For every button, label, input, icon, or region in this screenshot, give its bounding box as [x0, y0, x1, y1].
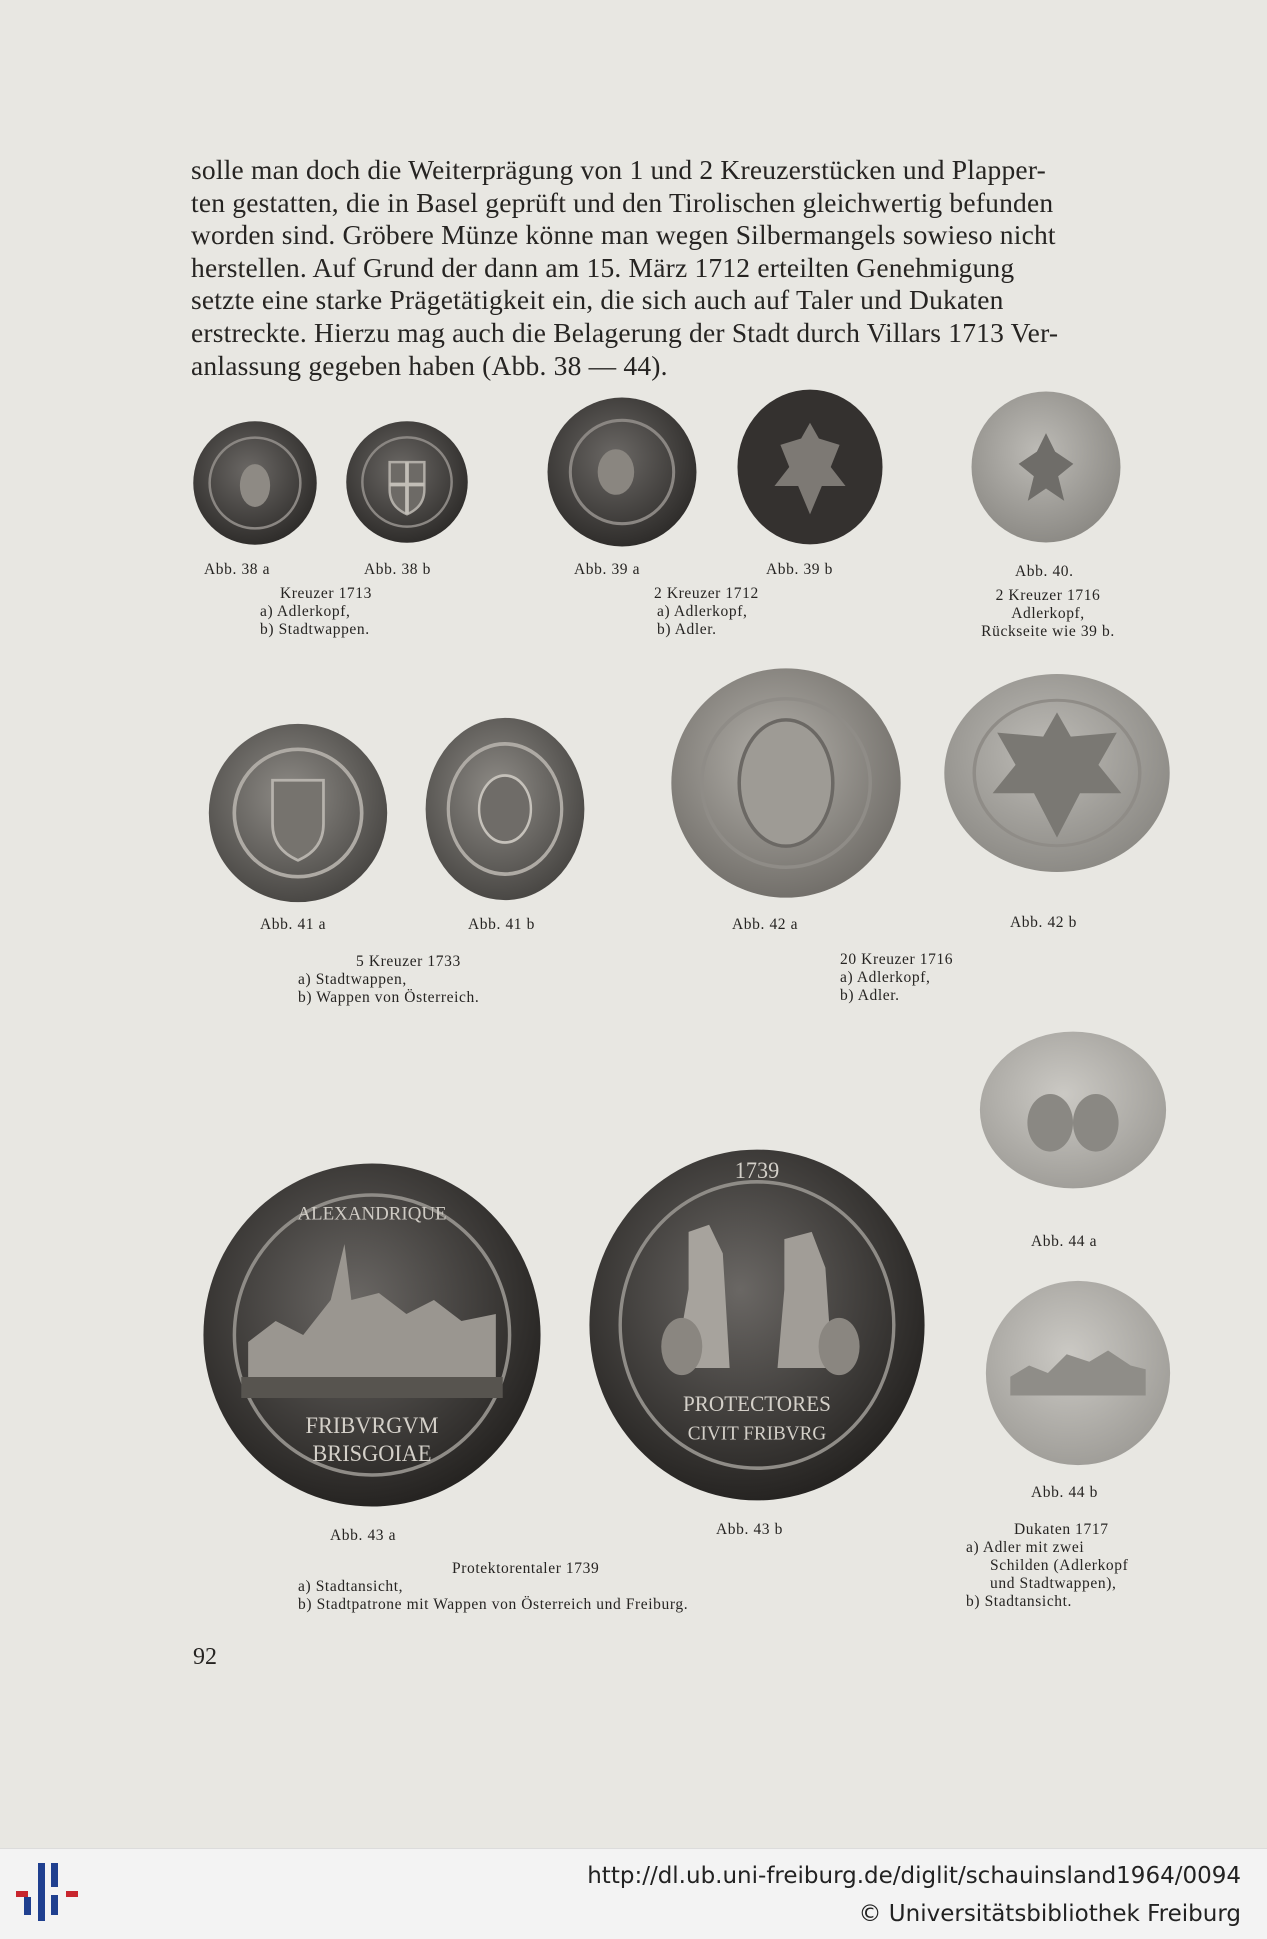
figure-label: Abb. 42 b [1010, 914, 1077, 931]
text-line: solle man doch die Weiterprägung von 1 und 2 Kreuzerstücken und Plapper- [191, 154, 1046, 185]
coin-image-41b [424, 716, 586, 902]
footer-bar [0, 1848, 1267, 1939]
figure-label: Abb. 39 a [574, 561, 641, 578]
text-line: erstreckte. Hierzu mag auch die Belagerung der Stadt durch Villars 1713 Ver- [191, 316, 1059, 348]
coin-legend: FRIBVRGVM [305, 1412, 439, 1439]
coin-image-43a [200, 1160, 544, 1510]
figure-label: Abb. 43 b [716, 1521, 783, 1538]
coin-image-44b [984, 1278, 1172, 1468]
figure-caption: 2 Kreuzer 1712 a) Adlerkopf, b) Adler. [654, 585, 759, 638]
coin-legend: PROTECTORES [683, 1391, 831, 1417]
coin-legend: ALEXANDRIQUE [297, 1203, 447, 1225]
coin-image-38b [345, 420, 469, 544]
coin-image-39a [546, 396, 698, 548]
coin-image-44a [978, 1030, 1168, 1190]
figure-caption: 5 Kreuzer 1733 a) Stadtwappen, b) Wappen von Österreich. [298, 953, 480, 1006]
figure-caption: Kreuzer 1713 a) Adlerkopf, b) Stadtwappen. [260, 585, 372, 638]
figure-label: Abb. 39 b [766, 561, 833, 578]
text-line: worden sind. Gröbere Münze könne man wegen Silbermangels sowieso nicht [191, 219, 1056, 251]
coin-image-41a [206, 722, 390, 904]
coin-image-42a [668, 666, 904, 900]
text-line: ten gestatten, die in Basel geprüft und den Tirolischen gleichwertig befunden [191, 186, 1054, 218]
coin-image-39b [736, 388, 884, 546]
text-line: setzte eine starke Prägetätigkeit ein, die sich auch auf Taler und Dukaten [191, 284, 1004, 316]
copyright-text: © Universitätsbibliothek Freiburg [858, 1901, 1241, 1927]
coin-legend: CIVIT FRIBVRG [687, 1423, 827, 1445]
coin-image-38a [192, 420, 318, 546]
figure-caption: 2 Kreuzer 1716 Adlerkopf, Rückseite wie 39 b. [981, 587, 1115, 640]
page-number: 92 [193, 1644, 217, 1670]
coin-image-40 [970, 390, 1122, 544]
coin-legend: BRISGOIAE [312, 1440, 432, 1467]
document-url-link[interactable]: http://dl.ub.uni-freiburg.de/diglit/schauinsland1964/0094 [587, 1863, 1241, 1889]
figure-caption: 20 Kreuzer 1716 a) Adlerkopf, b) Adler. [840, 951, 954, 1004]
coin-image-42b [942, 672, 1172, 874]
text-line: anlassung gegeben haben (Abb. 38 — 44). [191, 349, 668, 381]
figure-caption: Protektorentaler 1739 a) Stadtansicht, b) Stadtpatrone mit Wappen von Österreich und Freiburg. [298, 1560, 689, 1613]
figure-label: Abb. 38 a [204, 561, 271, 578]
figure-label: Abb. 42 a [732, 916, 799, 933]
figure-label: Abb. 40. [1015, 563, 1074, 580]
figure-label: Abb. 43 a [330, 1527, 397, 1544]
coin-legend: 1739 [734, 1157, 780, 1184]
coin-image-43b [586, 1146, 928, 1504]
figure-caption: Dukaten 1717 a) Adler mit zwei Schilden (Adlerkopf und Stadtwappen), b) Stadtansicht. [966, 1521, 1129, 1610]
figure-label: Abb. 44 b [1031, 1484, 1098, 1501]
figure-label: Abb. 41 a [260, 916, 327, 933]
text-line: herstellen. Auf Grund der dann am 15. März 1712 erteilten Genehmigung [191, 251, 1015, 283]
body-text [191, 154, 1171, 382]
figure-label: Abb. 44 a [1031, 1233, 1098, 1250]
library-logo-icon [16, 1861, 80, 1927]
figure-label: Abb. 38 b [364, 561, 431, 578]
figure-label: Abb. 41 b [468, 916, 535, 933]
